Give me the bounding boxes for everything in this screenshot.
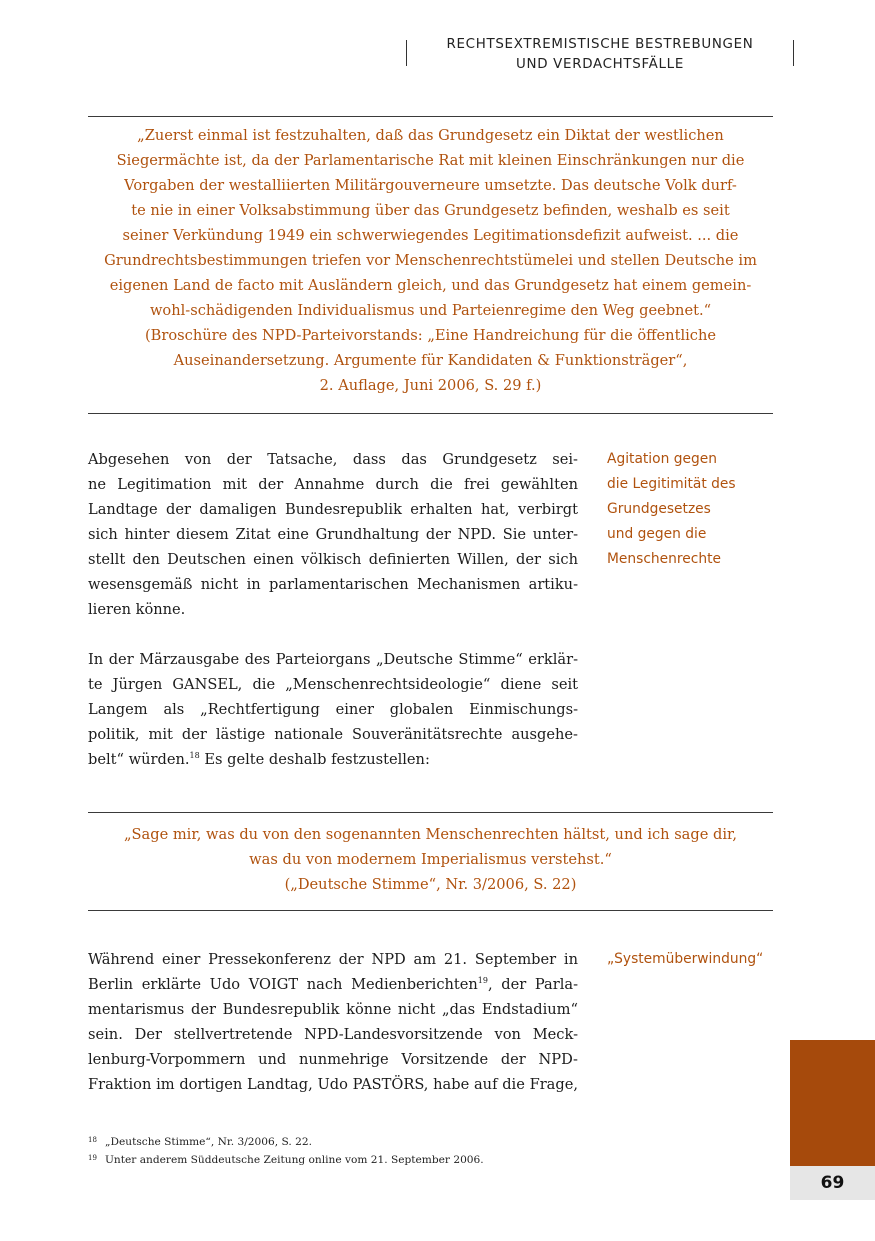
paragraph-text: Berlin erklärte Udo VOIGT nach Medienberichten	[88, 976, 478, 993]
quote-line: eigenen Land de facto mit Ausländern gleich, und das Grundgesetz hat einem gemein-	[109, 277, 752, 294]
quote-source-line: („Deutsche Stimme“, Nr. 3/2006, S. 22)	[284, 876, 577, 893]
margin-note-line: „Systemüberwindung“	[607, 951, 764, 967]
margin-note-line: die Legitimität des	[607, 476, 736, 492]
paragraph-gansel	[88, 647, 578, 772]
paragraph-line: In der Märzausgabe des Parteiorgans „Deutsche Stimme“ erklär-	[88, 651, 578, 668]
quote-line: wohl-schädigenden Individualismus und Parteienregime den Weg geebnet.“	[149, 302, 712, 319]
running-header-line-1: RECHTSEXTREMISTISCHE BESTREBUNGEN	[446, 37, 754, 52]
paragraph-line	[88, 747, 578, 772]
margin-note-systemueberwindung	[607, 947, 763, 972]
quote-line: „Zuerst einmal ist festzuhalten, daß das Grundgesetz ein Diktat der westlichen	[137, 127, 724, 144]
paragraph-line: Abgesehen von der Tatsache, dass das Grundgesetz sei-	[88, 451, 578, 468]
paragraph-line: Während einer Pressekonferenz der NPD am 21. September in	[88, 951, 578, 968]
paragraph-line: Langem als „Rechtfertigung einer globalen Einmischungs-	[88, 701, 578, 718]
quote-line: seiner Verkündung 1949 ein schwerwiegendes Legitimationsdefizit aufweist. ... die	[122, 227, 739, 244]
paragraph-text: Es gelte deshalb festzustellen:	[199, 751, 430, 768]
paragraph-text: , der Parla-	[487, 976, 578, 993]
paragraph-line: te Jürgen GANSEL, die „Menschenrechtsideologie“ diene seit	[88, 676, 578, 693]
running-header-line-2: UND VERDACHTSFÄLLE	[515, 57, 685, 72]
margin-note-line: Menschenrechte	[607, 551, 721, 567]
quote-line: „Sage mir, was du von den sogenannten Menschenrechten hältst, und ich sage dir,	[123, 826, 738, 843]
paragraph-text: belt“ würden.	[88, 751, 190, 768]
margin-note-line: Agitation gegen	[607, 451, 717, 467]
footnotes	[88, 1133, 484, 1169]
footnote-18: 18 „Deutsche Stimme“, Nr. 3/2006, S. 22.	[88, 1136, 312, 1148]
paragraph-pressekonferenz	[88, 947, 578, 1097]
paragraph-line: stellt den Deutschen einen völkisch definierten Willen, der sich	[88, 551, 578, 568]
footnote-text: Unter anderem Süddeutsche Zeitung online vom 21. September 2006.	[105, 1154, 484, 1166]
footnote-19: 19 Unter anderem Süddeutsche Zeitung online vom 21. September 2006.	[88, 1154, 484, 1166]
paragraph-line: mentarismus der Bundesrepublik könne nicht „das Endstadium“	[88, 1001, 578, 1018]
running-header	[406, 37, 794, 72]
chapter-tab-marker	[790, 1040, 875, 1166]
paragraph-line: lieren könne.	[88, 601, 186, 618]
paragraph-legitimation	[88, 447, 578, 622]
quote-line: te nie in einer Volksabstimmung über das Grundgesetz befinden, weshalb es seit	[131, 202, 730, 219]
quote-line: Grundrechtsbestimmungen triefen vor Menschenrechtstümelei und stellen Deutsche im	[104, 252, 757, 269]
block-quote-menschenrechte	[88, 812, 773, 911]
paragraph-line: sein. Der stellvertretende NPD-Landesvorsitzende von Meck-	[88, 1026, 578, 1043]
footnote-ref-19[interactable]: 19	[477, 976, 488, 985]
quote-line: Vorgaben der westalliierten Militärgouverneure umsetzte. Das deutsche Volk durf-	[124, 177, 737, 194]
paragraph-line: Fraktion im dortigen Landtag, Udo PASTÖRS, habe auf die Frage,	[88, 1076, 578, 1093]
paragraph-line: politik, mit der lästige nationale Souveränitätsrechte ausgehe-	[88, 726, 578, 743]
quote-line: Siegermächte ist, da der Parlamentarische Rat mit kleinen Einschränkungen nur die	[116, 152, 745, 169]
quote-source-line: Auseinandersetzung. Argumente für Kandidaten & Funktionsträger“,	[173, 352, 688, 369]
margin-note-line: und gegen die	[607, 526, 707, 542]
block-quote-grundgesetz	[88, 116, 773, 414]
footnote-text: „Deutsche Stimme“, Nr. 3/2006, S. 22.	[105, 1136, 312, 1148]
quote-line: was du von modernem Imperialismus verstehst.“	[249, 851, 612, 868]
page-number: 69	[790, 1166, 875, 1200]
paragraph-line: lenburg-Vorpommern und nunmehrige Vorsitzende der NPD-	[88, 1051, 578, 1068]
footnote-ref-18[interactable]: 18	[189, 751, 200, 760]
margin-note-line: Grundgesetzes	[607, 501, 711, 517]
paragraph-line: Landtage der damaligen Bundesrepublik erhalten hat, verbirgt	[88, 501, 578, 518]
quote-source-line: (Broschüre des NPD-Parteivorstands: „Eine Handreichung für die öffentliche	[144, 327, 716, 344]
paragraph-line: wesensgemäß nicht in parlamentarischen Mechanismen artiku-	[88, 576, 578, 593]
paragraph-line: ne Legitimation mit der Annahme durch die frei gewählten	[88, 476, 578, 493]
paragraph-line: sich hinter diesem Zitat eine Grundhaltung der NPD. Sie unter-	[88, 526, 578, 543]
margin-note-agitation	[607, 447, 736, 572]
quote-source-line: 2. Auflage, Juni 2006, S. 29 f.)	[319, 377, 542, 394]
paragraph-line	[88, 972, 578, 997]
